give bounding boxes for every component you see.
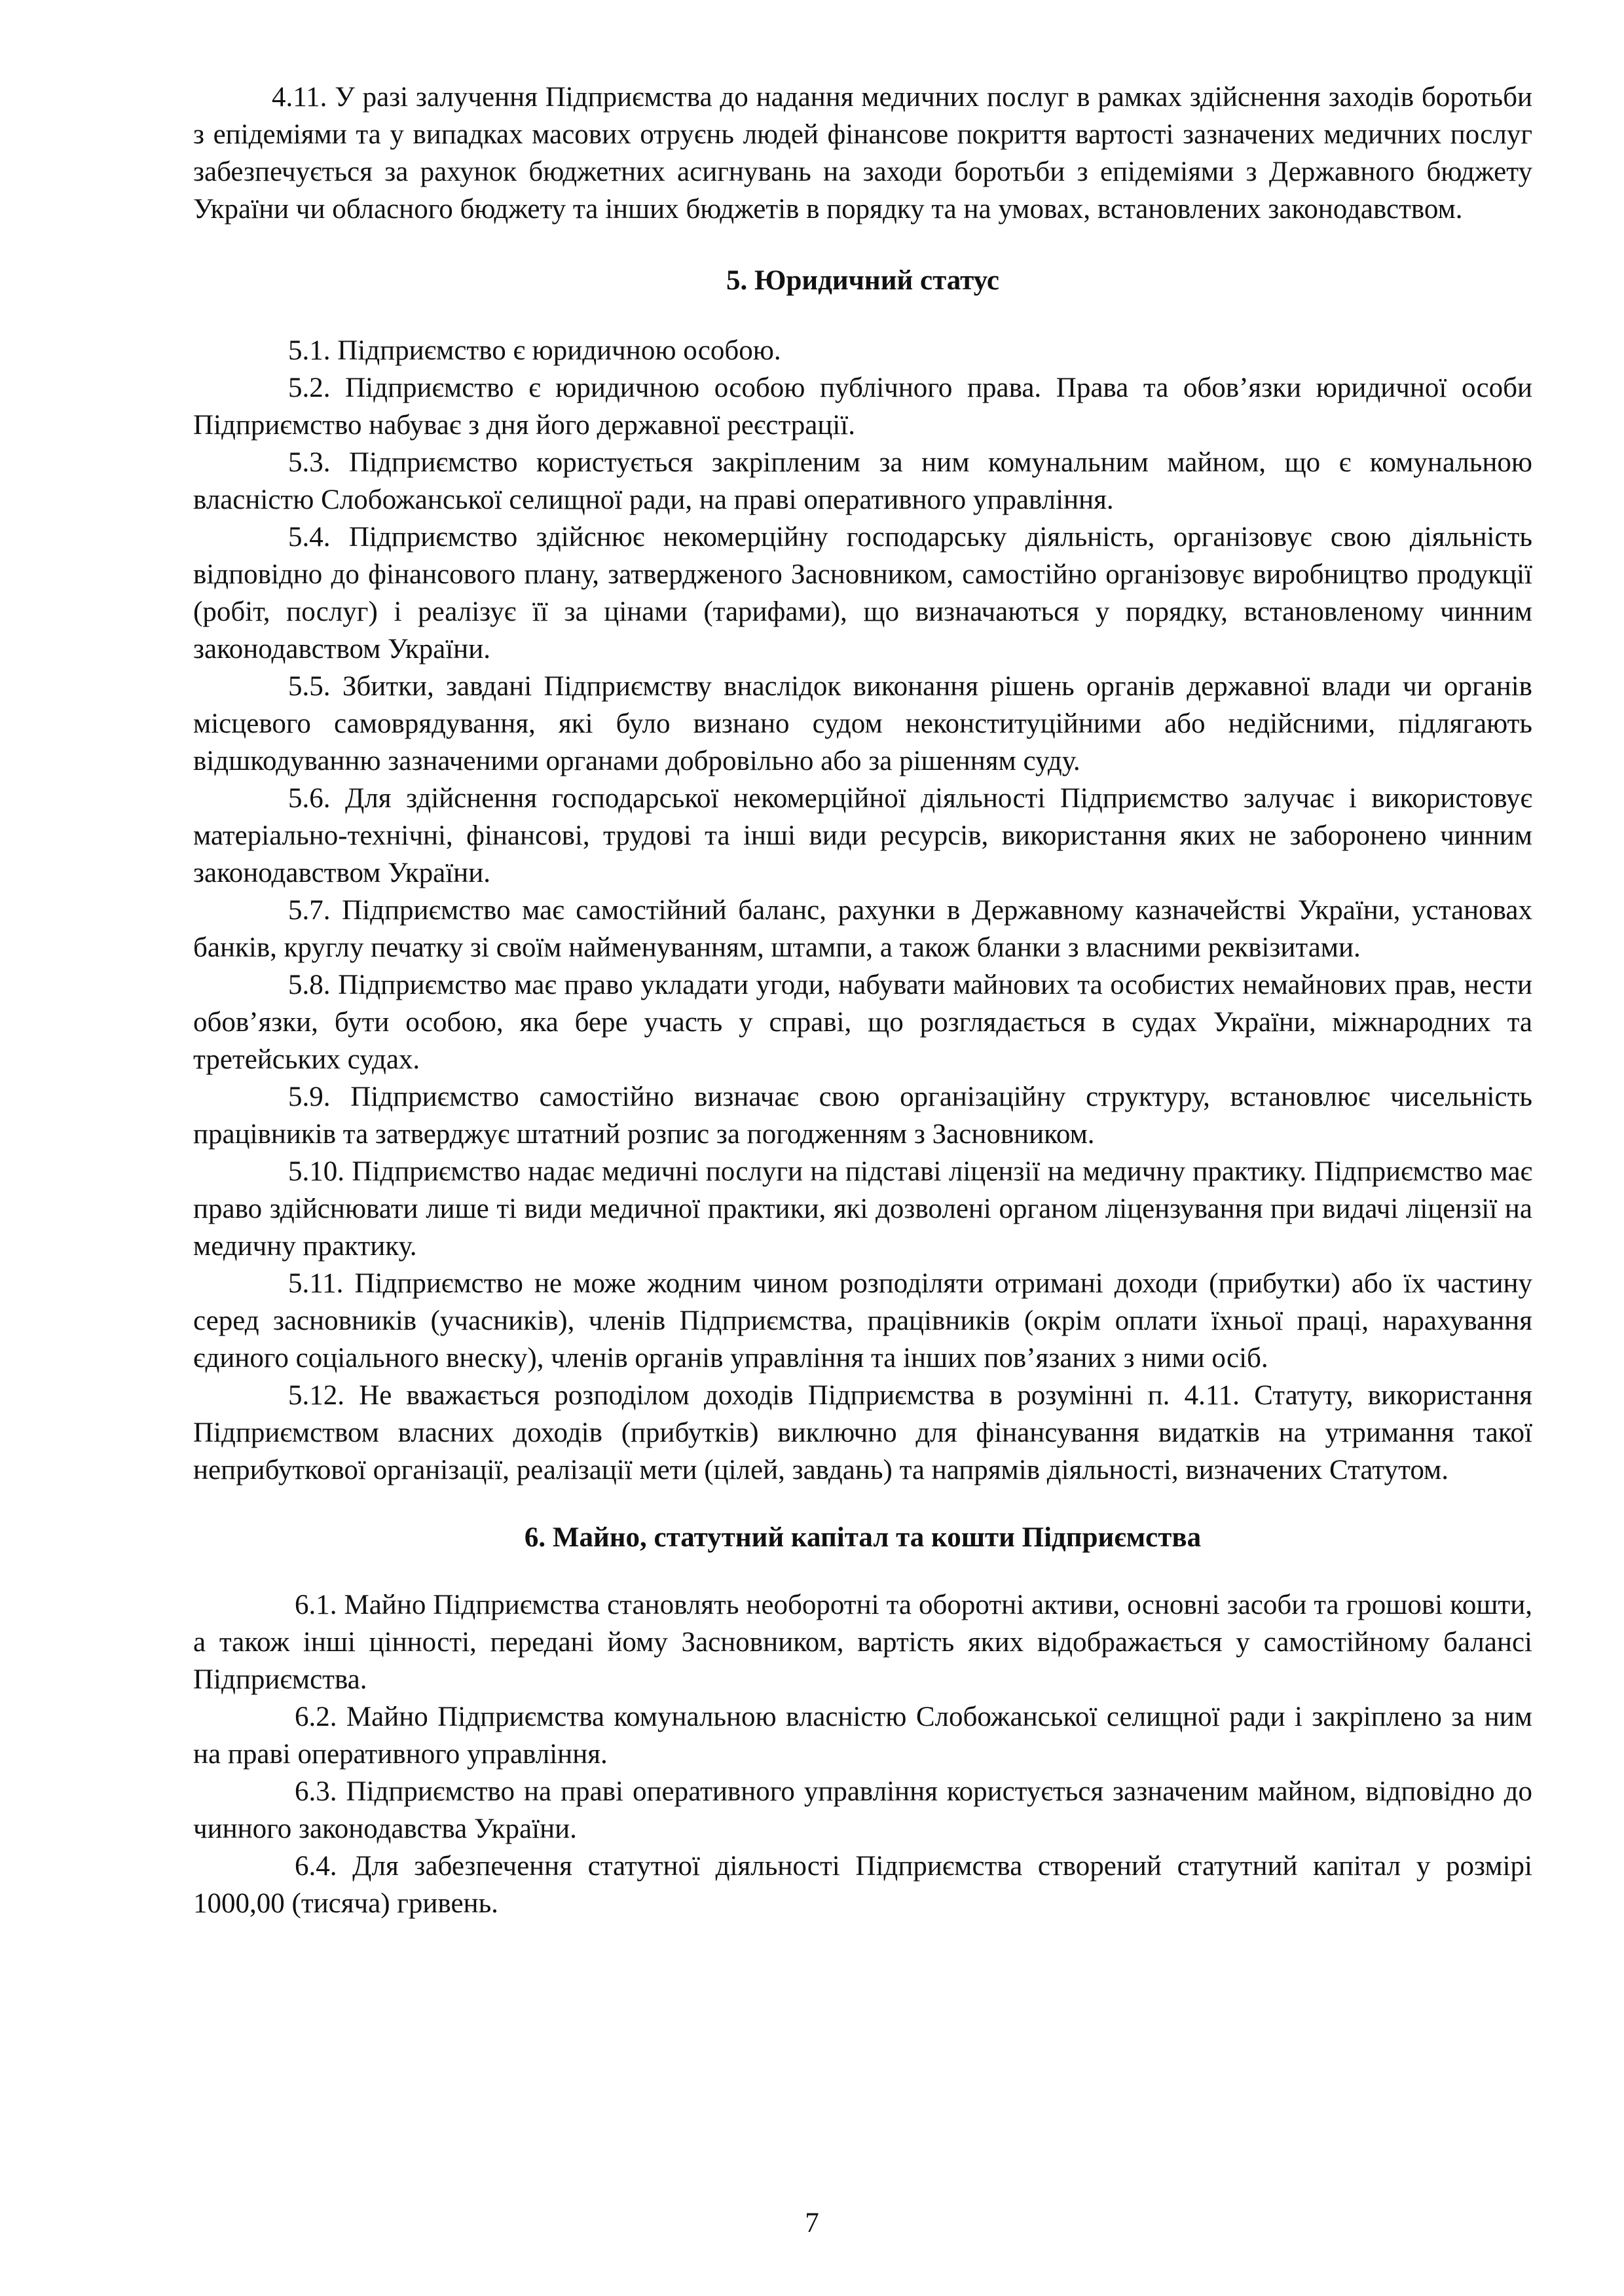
paragraph-6-1: 6.1. Майно Підприємства становлять необоротні та оборотні активи, основні засоби та грошові кошти, а також інші цінності, передані йому Засновником, вартість яких відображається у самостійному балансі Підприємства.: [193, 1590, 1532, 1695]
paragraph-5-1: 5.1. Підприємство є юридичною особою.: [288, 335, 781, 366]
paragraph-5-2: 5.2. Підприємство є юридичною особою публічного права. Права та обов’язки юридичної особи Підприємство набуває з дня його державної реєстрації.: [193, 373, 1532, 441]
paragraph-5-9: 5.9. Підприємство самостійно визначає свою організаційну структуру, встановлює чисельність працівників та затверджує штатний розпис за погодженням з Засновником.: [193, 1082, 1532, 1150]
paragraph-5-10: 5.10. Підприємство надає медичні послуги на підставі ліцензії на медичну практику. Підприємство має право здійснювати лише ті види медичної практики, які дозволені органом ліцензування при видачі ліцензії на медичну практику.: [193, 1156, 1532, 1262]
page-number: 7: [805, 2208, 819, 2238]
paragraph-5-5: 5.5. Збитки, завдані Підприємству внаслідок виконання рішень органів державної влади чи органів місцевого самоврядування, які було визнано судом неконституційними або недійсними, підлягають відшкодуванню зазначеними органами добровільно або за рішенням суду.: [193, 671, 1532, 776]
paragraph-5-11: 5.11. Підприємство не може жодним чином розподіляти отримані доходи (прибутки) або їх частину серед засновників (учасників), членів Підприємства, працівників (окрім оплати їхньої праці, нарахування єдиного соціального внеску), членів органів управління та інших пов’язаних з ними осіб.: [193, 1268, 1532, 1374]
paragraph-5-3: 5.3. Підприємство користується закріпленим за ним комунальним майном, що є комунальною власністю Слобожанської селищної ради, на праві оперативного управління.: [193, 447, 1532, 515]
paragraph-5-12: 5.12. Не вважається розподілом доходів Підприємства в розумінні п. 4.11. Статуту, використання Підприємством власних доходів (прибутків) виключно для фінансування видатків на утримання такої неприбуткової організації, реалізації мети (цілей, завдань) та напрямів діяльності, визначених Статутом.: [193, 1380, 1532, 1485]
paragraph-6-3: 6.3. Підприємство на праві оперативного управління користується зазначеним майном, відповідно до чинного законодавства України.: [193, 1776, 1532, 1844]
paragraph-6-2: 6.2. Майно Підприємства комунальною власністю Слобожанської селищної ради і закріплено за ним на праві оперативного управління.: [193, 1702, 1532, 1770]
section-6-heading: 6. Майно, статутний капітал та кошти Підприємства: [524, 1522, 1202, 1553]
document-page: [193, 79, 1532, 1922]
paragraph-5-4: 5.4. Підприємство здійснює некомерційну господарську діяльність, організовує свою діяльність відповідно до фінансового плану, затвердженого Засновником, самостійно організовує виробництво продукції (робіт, послуг) і реалізує її за цінами (тарифами), що визначаються у порядку, встановленому чинним законодавством України.: [193, 522, 1532, 665]
paragraph-6-4: 6.4. Для забезпечення статутної діяльності Підприємства створений статутний капітал у розмірі 1000,00 (тисяча) гривень.: [193, 1851, 1532, 1919]
paragraph-5-6: 5.6. Для здійснення господарської некомерційної діяльності Підприємство залучає і використовує матеріально-технічні, фінансові, трудові та інші види ресурсів, використання яких не заборонено чинним законодавством України.: [193, 783, 1532, 888]
paragraph-4-11: 4.11. У разі залучення Підприємства до надання медичних послуг в рамках здійснення заходів боротьби з епідеміями та у випадках масових отруєнь людей фінансове покриття вартості зазначених медичних послуг забезпечується за рахунок бюджетних асигнувань на заходи боротьби з епідеміями з Державного бюджету України чи обласного бюджету та інших бюджетів в порядку та на умовах, встановлених законодавством.: [193, 82, 1532, 225]
paragraph-5-7: 5.7. Підприємство має самостійний баланс, рахунки в Державному казначействі України, установах банків, круглу печатку зі своїм найменуванням, штампи, а також бланки з власними реквізитами.: [193, 895, 1532, 963]
section-5-heading: 5. Юридичний статус: [726, 265, 999, 296]
paragraph-5-8: 5.8. Підприємство має право укладати угоди, набувати майнових та особистих немайнових прав, нести обов’язки, бути особою, яка бере участь у справі, що розглядається в судах України, міжнародних та третейських судах.: [193, 970, 1532, 1075]
